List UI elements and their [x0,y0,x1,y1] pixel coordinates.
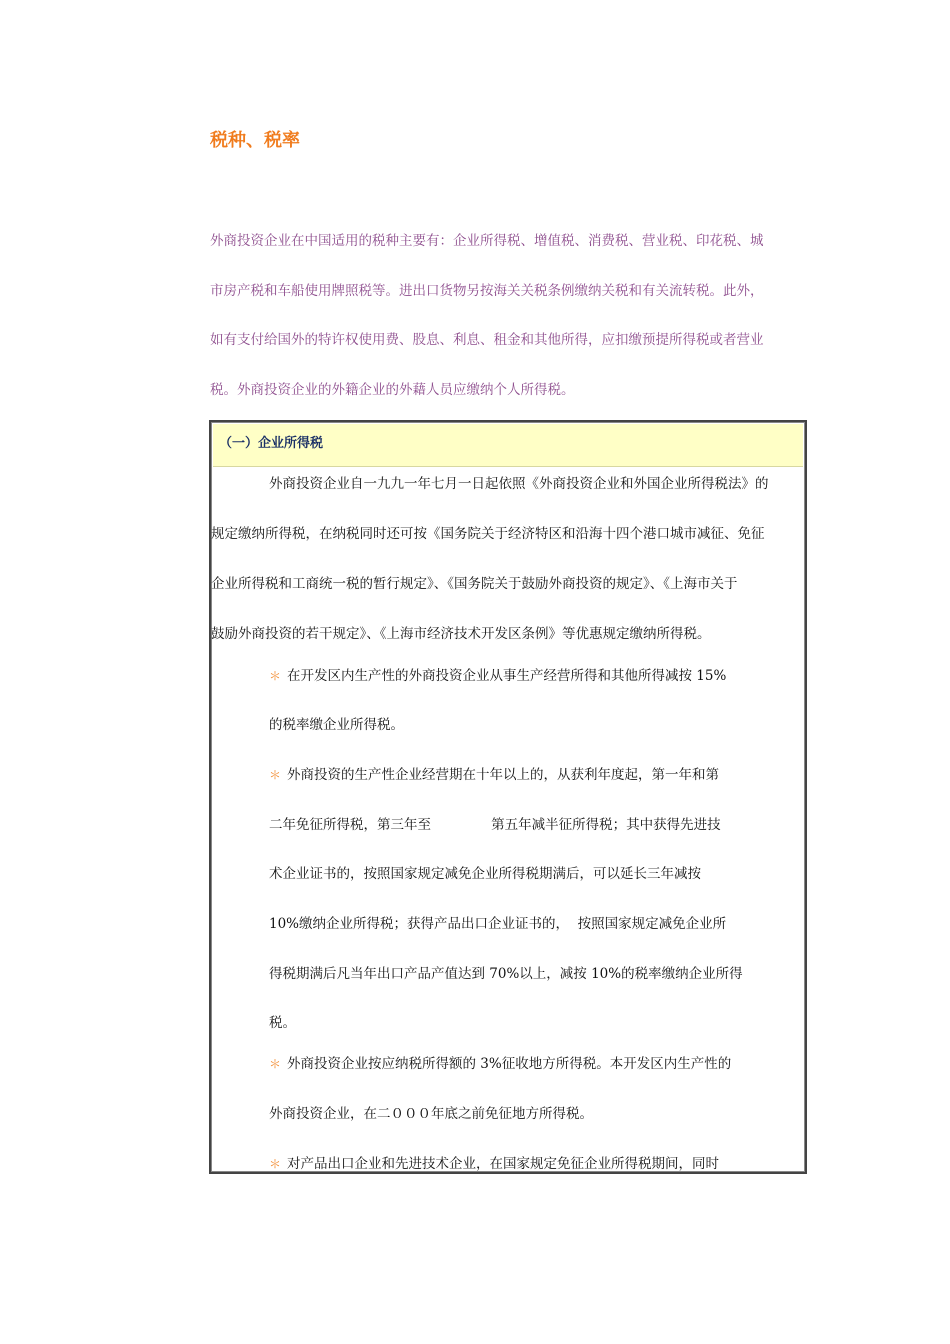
section-header [213,424,803,467]
bullet-text: 外商投资的生产性企业经营期在十年以上的，从获利年度起，第一年和第 [287,767,720,783]
bullet-line: 术企业证书的，按照国家规定减免企业所得税期满后，可以延长三年减按 [269,866,701,882]
section-heading: （一）企业所得税 [219,436,324,451]
section-paragraph-line: 鼓励外商投资的若干规定》、《上海市经济技术开发区条例》等优惠规定缴纳所得税。 [211,626,711,642]
bullet-line: 外商投资企业，在二０００年底之前免征地方所得税。 [269,1106,593,1122]
asterisk-icon: ＊ [269,1057,282,1071]
page-title: 税种、税率 [210,130,300,151]
bullet-line: 得税期满后凡当年出口产品产值达到 70%以上，减按 10%的税率缴纳企业所得 [269,966,743,982]
section-paragraph-line: 外商投资企业自一九九一年七月一日起依照《外商投资企业和外国企业所得税法》的 [269,476,769,492]
intro-line: 税。外商投资企业的外籍企业的外藉人员应缴纳个人所得税。 [210,382,575,398]
intro-line: 市房产税和车船使用牌照税等。进出口货物另按海关关税条例缴纳关税和有关流转税。此外， [210,283,764,299]
bullet-text: 在开发区内生产性的外商投资企业从事生产经营所得和其他所得减按 15% [287,668,727,684]
intro-line: 如有支付给国外的特许权使用费、股息、利息、租金和其他所得，应扣缴预提所得税或者营业 [210,332,764,348]
section-paragraph-line: 规定缴纳所得税，在纳税同时还可按《国务院关于经济特区和沿海十四个港口城市减征、免征 [211,526,765,542]
bullet-text: 对产品出口企业和先进技术企业，在国家规定免征企业所得税期间，同时 [287,1156,720,1172]
bullet-item [269,1152,719,1172]
bullet-line: 税。 [269,1015,296,1031]
bullet-item [269,763,719,783]
asterisk-icon: ＊ [269,1157,282,1171]
asterisk-icon: ＊ [269,768,282,782]
bullet-line: 二年免征所得税，第三年至 第五年减半征所得税；其中获得先进技 [269,817,721,833]
bullet-line: 的税率缴企业所得税。 [269,717,404,733]
enterprise-income-tax-section [209,420,807,1174]
bullet-item [269,1052,731,1072]
bullet-text: 外商投资企业按应纳税所得额的 3%征收地方所得税。本开发区内生产性的 [287,1056,732,1072]
asterisk-icon: ＊ [269,669,282,683]
section-paragraph-line: 企业所得税和工商统一税的暂行规定》、《国务院关于鼓励外商投资的规定》、《上海市关于 [211,576,738,592]
bullet-line: 10%缴纳企业所得税；获得产品出口企业证书的， 按照国家规定减免企业所 [269,916,727,932]
bullet-item [269,664,726,684]
intro-line: 外商投资企业在中国适用的税种主要有：企业所得税、增值税、消费税、营业税、印花税、城 [210,233,764,249]
